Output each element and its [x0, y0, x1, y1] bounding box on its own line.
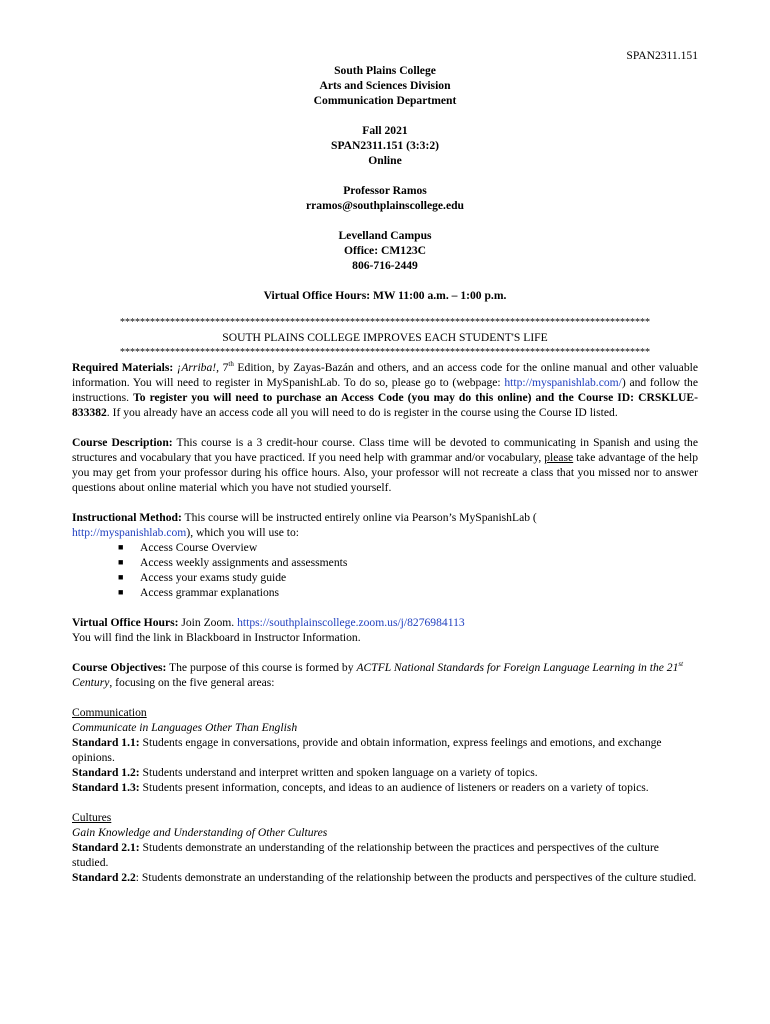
list-item: ■ Access Course Overview	[118, 541, 258, 554]
division-name: Arts and Sciences Division	[319, 79, 451, 92]
bullet-icon: ■	[118, 557, 124, 567]
college-slogan: SOUTH PLAINS COLLEGE IMPROVES EACH STUDENT'S LIFE	[222, 331, 548, 344]
course-objectives-paragraph: Course Objectives: The purpose of this course is formed by ACTFL National Standards for Foreign Language Learning in the 21st Century, focusing on the five general areas:	[72, 660, 684, 689]
office-hours: Virtual Office Hours: MW 11:00 a.m. – 1:00 p.m.	[263, 289, 507, 302]
list-item: ■ Access grammar explanations	[118, 586, 280, 599]
course-description-label: Course Description:	[72, 436, 173, 449]
virtual-office-hours-label: Virtual Office Hours:	[72, 616, 179, 629]
phone-number: 806-716-2449	[352, 259, 418, 272]
college-name: South Plains College	[334, 64, 436, 77]
required-materials-label: Required Materials:	[72, 361, 174, 374]
syllabus-header	[72, 63, 698, 303]
list-item: ■ Access weekly assignments and assessments	[118, 556, 348, 569]
bullet-icon: ■	[118, 587, 124, 597]
textbook-title: ¡Arriba!,	[176, 361, 220, 374]
course-objectives-label: Course Objectives:	[72, 661, 167, 674]
access-code-instructions: To register you will need to purchase an Access Code (you may do this online) and the Course ID: CRSKLUE-833382	[72, 391, 698, 419]
required-materials-paragraph: Required Materials: ¡Arriba!, 7th Edition, by Zayas-Bazán and others, and an access code for the online manual and other valuable information. You will need to register in MySpanishLab. To do so, please go to (webpage: http://myspanishlab.com/) and follow the instructions. To register you will need to purchase an Access Code (you may do this online) and the Course ID: CRSKLUE-833382. If you already have an access code all you will need to do is register in the course using the Course ID listed.	[72, 360, 698, 419]
instructional-method-paragraph: Instructional Method: This course will be instructed entirely online via Pearson’s MySpanishLab ( http://myspanishlab.com), which you will use to:	[72, 511, 537, 539]
communication-heading: Communication	[72, 706, 147, 719]
department-name: Communication Department	[313, 94, 457, 107]
instructional-method-label: Instructional Method:	[72, 511, 182, 524]
bullet-icon: ■	[118, 542, 124, 552]
course-section: SPAN2311.151 (3:3:2)	[331, 139, 439, 152]
term: Fall 2021	[362, 124, 408, 137]
virtual-office-hours-paragraph: Virtual Office Hours: Join Zoom. https://southplainscollege.zoom.us/j/8276984113 You will find the link in Blackboard in Instructor Information.	[72, 616, 465, 644]
course-description-paragraph: Course Description: This course is a 3 credit-hour course. Class time will be devoted to communicating in Spanish and using the structures and vocabulary that you have practiced. If you need help with grammar and/or vocabulary, please take advantage of the help you may get from your professor during his office hours. Also, your professor will not recreate a class that you missed nor to answer questions about online material which you have not studied yourself.	[72, 436, 698, 494]
myspanishlab-link-2[interactable]: http://myspanishlab.com	[72, 526, 187, 539]
method-bullet-list	[72, 540, 698, 600]
office-location: Office: CM123C	[343, 244, 427, 257]
zoom-link[interactable]: https://southplainscollege.zoom.us/j/8276984113	[237, 616, 465, 629]
list-item: ■ Access your exams study guide	[118, 571, 287, 584]
course-mode: Online	[368, 154, 402, 167]
cultures-heading: Cultures	[72, 811, 112, 824]
campus-name: Levelland Campus	[338, 229, 432, 242]
star-divider-top: **********************************************************************************************************	[120, 317, 650, 328]
communication-section: Communication Communicate in Languages Other Than English Standard 1.1: Students engage in conversations, provide and obtain information, express feelings and emotions, and exchange opinions. Standard 1.2: Students understand and interpret written and spoken language on a variety of topics. Standard 1.3: Students present information, concepts, and ideas to an audience of listeners or readers on a variety of topics.	[72, 706, 662, 794]
syllabus-body	[72, 360, 698, 885]
course-code-header: SPAN2311.151	[626, 49, 698, 62]
bullet-icon: ■	[118, 572, 124, 582]
communication-subheading: Communicate in Languages Other Than English	[72, 721, 298, 734]
cultures-subheading: Gain Knowledge and Understanding of Other Cultures	[72, 826, 328, 839]
professor-email: rramos@southplainscollege.edu	[306, 199, 464, 212]
myspanishlab-link[interactable]: http://myspanishlab.com/	[504, 376, 622, 389]
cultures-section: Cultures Gain Knowledge and Understanding of Other Cultures Standard 2.1: Students demonstrate an understanding of the relationship between the practices and perspectives of the culture studied. Standard 2.2: Students demonstrate an understanding of the relationship between the products and perspectives of the culture studied.	[72, 811, 697, 884]
professor-name: Professor Ramos	[343, 184, 427, 197]
star-divider-bottom: **********************************************************************************************************	[120, 347, 650, 358]
